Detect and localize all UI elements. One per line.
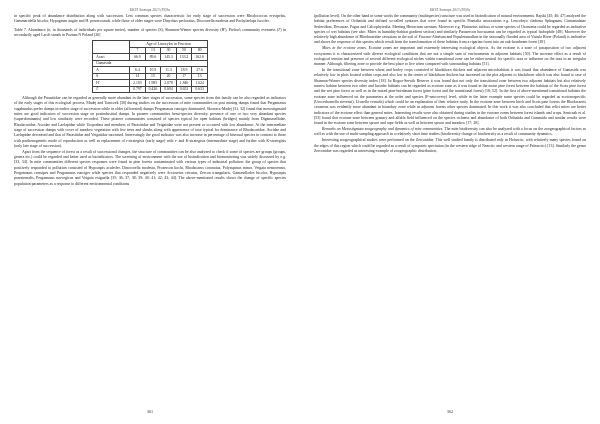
age-header: Age of Linoxylos in Fruction	[130, 41, 208, 48]
row-label: A	[93, 67, 130, 74]
table-cell: 0.797	[130, 86, 146, 93]
page-number-right: 362	[446, 409, 454, 414]
row-label: H'	[93, 80, 130, 87]
table-cell: 66.9	[130, 54, 146, 61]
running-header-right: БЮЛ Зоопарк 2013 (59)3а	[429, 8, 471, 12]
table-caption: Table 7. Abundance (n, in thousands of individuals per square meter), number of species (S), Shannon-Wiener species diversity (H'), Pielou's community evenness (J') in secondarily aged Larch stands in Poznan N Poland [26]	[14, 27, 286, 37]
row-label: S	[93, 73, 130, 80]
table-cell: 2.103	[130, 80, 146, 87]
table-cell: 0.426	[145, 86, 161, 93]
age-cell: 30	[161, 47, 177, 54]
running-header-left: БЮЛ Зоопарк 2013 (59)3а	[129, 8, 171, 12]
table-cell: 18.9	[176, 67, 192, 74]
paragraph-text: Ecotone zones are important and extremely interesting ecological objects. As the ecotone is a zone of juxtaposition of two adjacent ecosystems it is characterized with diverse ecological conditions that are not a simple sum of environments in adjacent habitats [50]. The increase effect as a result of ecological tension and presence of several different ecological niches within transitional zone can be either neutral for specific taxa or influence on the taxa in an irregular manner. Although, filtering zone or provide the best place to live when compared with surrounding habitats [51].	[314, 46, 586, 67]
table-cell: 1.624	[192, 80, 208, 87]
table-cell: 133.2	[176, 54, 192, 61]
table-cell: 0.652	[176, 86, 192, 93]
right-page	[300, 0, 600, 424]
table-cell: 89.6	[145, 54, 161, 61]
table-cell: 15	[145, 73, 161, 80]
table-cell: 1.846	[176, 80, 192, 87]
age-cell: 50	[176, 47, 192, 54]
group-label: Gamasida	[93, 60, 208, 67]
paragraph-top: in specific peak of abundance distribution along with succession. Less common species characteristic for early stage of succession were Rhodococcus erysipelas, Gammaridella bicolor, Hypogeum augite and H. posterocaudi, while those of older stages were Dinychus perforatus, Discourella modesta and Pachylaelaps furcifer.	[14, 14, 286, 24]
row-label: Acari	[93, 54, 130, 61]
table-cell: 27.6	[192, 67, 208, 74]
table-cell: 20	[161, 73, 177, 80]
table-cell: 14	[130, 73, 146, 80]
table-cell: 6.4	[130, 67, 146, 74]
table-cell: 162.6	[192, 54, 208, 61]
age-cell: 13	[145, 47, 161, 54]
row-label: J'	[93, 86, 130, 93]
paragraph-remarks	[314, 127, 586, 138]
table-cell: 2.078	[161, 80, 177, 87]
paragraph-ecotone	[314, 46, 586, 67]
section-subheading: Remarks on Mesostigmata zoogeography and dynamics of mite communities.	[322, 127, 444, 132]
table-cell: 0.694	[161, 86, 177, 93]
table-cell: 0.633	[192, 86, 208, 93]
section-subheading: Mites in the ecotone zones.	[322, 46, 367, 51]
paragraph: (pollution level). On the other hand in some works the community (multispecies) structure was used in bioindication of natural environments. Rajski [45; 46; 47] analyzed the habitat preferences of Oribatida and defined so-called syntaxes that were found in specific Pinetalia associations e.g. Leucobryo cladonia Sphagnum, Cinnamulatae Sesleridion, Descurae, Fagus and Calcophytealia. Meeting Hieracium caesium. Moreover e.g. Plutoseius italicus or some species of Oxonoma could be regarded as indicative species of wet habitats (see also: Mites in humidity-habitat gradient section) and similarly Parazercon horracanus can be regarded as typical hidrophile [48]. Moreover the relatively high abundance of Rhodacaridae cavuaiass in the soil of Fraxino-Alnetum and Populetumalbae in the seasonally flooded area of Vistula River (Poland) is indicative and shows the response of this species which result from the transformation of these habitats from a riparian forest into an oak-hornbeam forest [49].	[314, 14, 586, 45]
table-cell: 17	[176, 73, 192, 80]
table-cell: 145.3	[161, 54, 177, 61]
paragraph: Apart from the sequence of forest as a result of successional changes, the structure of communities can be also analyzed to check if some of species are groups (groups, genera etc.) could be regarded and better used as bioindicators. The screening of environment with the use of bioindication and biomonitoring was widely discussed by e.g. [33, 34]. In mite communities different species responses were found in pine forests contaminated with various types of industrial pollution: the group of species that positively responded to pollution consisted of Hypoaspis aculeifer, Dinocorella modesta, Prozercon kochi, Rhodacarus coronatus, Polyaspinus minor, Veigaia nemorensis, Pergamasus crassipes and Pergamasus runciger while species that responded negatively were Arctoseius cetratus, Zercon triangularis, Gamasellodes bicolor, Hypoaspis praesternalis, Pergamasus norvegicus and Veigaia exiguella [35; 36; 37; 38; 39; 40; 41; 42; 43; 44]. The above-mentioned results shows the change of specific species population parameters as a response to different environmental conditions	[14, 149, 286, 186]
table-cell: 11.3	[161, 67, 177, 74]
age-cell: 80	[192, 47, 208, 54]
page-number-left: 361	[146, 409, 154, 414]
paragraph-text: The mite biodiversity can also be analyzed with a focus on the zoogeographical factors as well as with the use of multi-sampling approach in a relatively short time studies (biodiversity change of biodiversity as a result of community dynamics.	[314, 127, 586, 137]
paragraph: Although the Parasitidae can be regarded as generally more abundant in the later stages of succession, some species from this family can be also regarded as indicators of the early stages of this ecological process. Madej and Tomczek [30] during studies on the succession of mite communities on post mining dumps found that Pergamasus vagabundus prefer dumps in earlier stage of succession while in older (afforested) dumps Pergamasus runciger dominated. Skorracz-Madej [31, 32] found that mesostigmatid mites are good indicators of succession stage on postindustrial dumps. In pioneer communities hemi-species diversity, presence of one or two very abundant species (superdominants) and low similarity were recorded. These pioneer communities consisted of species typical for open habitats (bridges) mainly from Digamasellidae, Rhodacaridae, Ascidae and Laelapidae while Uropodina and members of Parasitidae and Veigaiidae were not present or occurred with low abundance. At the intermediate stage of succession dumps with cover of meadow vegetation with few trees and shrubs along with appearance of taxa typical for dominance of Rhodacaridae, Ascidae and Laelapidae decreased and that of Parasitidae and Veigaiidae increased. Interestingly the good indicator was also increase in percentage of bisexual species in contrast to those with parthenogenetic mode of reproduction as well as replacement of r-strategists (early stage) with r- and K-strategists (intermediate stage) and further with K-strategists (only late stage of succession).	[14, 96, 286, 148]
age-cell: 7	[130, 47, 146, 54]
data-table	[92, 40, 208, 93]
table-cell: 13	[192, 73, 208, 80]
table-cell: 10.9	[145, 67, 161, 74]
table-cell: 1.985	[145, 80, 161, 87]
paragraph: In the transitional zone between wheat and barley crops consisted of blackthorn thickets and adjacent microhabitats it was found that abundance of Gamasida was relatively low in plots located within crops and also low in the center of blackthorn thickets but increased on the plot adjacent to blackthorn which was also found to case of Shannon-Wiener species diversity index [18]. In Rogoz-Serwik Reserve it was found that not only the transitional zone between two adjacent habitats but also relatively narrow habitat between two other and broader habitats can be regarded as ecotone zone as it was found in the moist pine forest between the habitats of the Scots pine forest and the wet pine forest as well as in the mixed pine-hornbeam forest (pine forest and the transitional forest) [18; 52]. In the first of above-mentioned transitional habitats the ecotone zone influenced on the parameters at the order and species (F-neocovery) level, while in the latter example some species could be regarded as ecotonospecific (Urocerhomella stevensi), Urosella vernalis) which could be an explanation of their relative rarity. In the ecotone zone between birch and Scots pine forests the Rhodacaeris cavaneus was evidently more abundant in boundary zone while in adjacent forests other species dominated. In this work it was also concluded that relict mites are better indicators of the ecotone effect than general mites. Interesting results were also obtained during studies in the ecotone zones between forest islands and crops. Seniczak et al. [53] found that ecotone zone between granary and alfalfa field influenced on the species richness and abundance of both Oribatida and Gamasida and similar results were found in the ecotone zone between spruce and rape fields as well as between spruce and meadow [17; 20].	[314, 68, 586, 126]
paragraph: Interesting zoogeographical studies were performed on the Zerconidae. This well studied family is distributed only in Holarctic, with relatively many species found on the edges of this region which could be regarded as a result of sympatric speciation (in the western ridge of Nearctic and western range of Palearctic) [13]. Similarly the genus Zerconidae was regarded as interesting example of zoogeographic distribution,	[314, 138, 586, 153]
table-row	[93, 86, 208, 93]
